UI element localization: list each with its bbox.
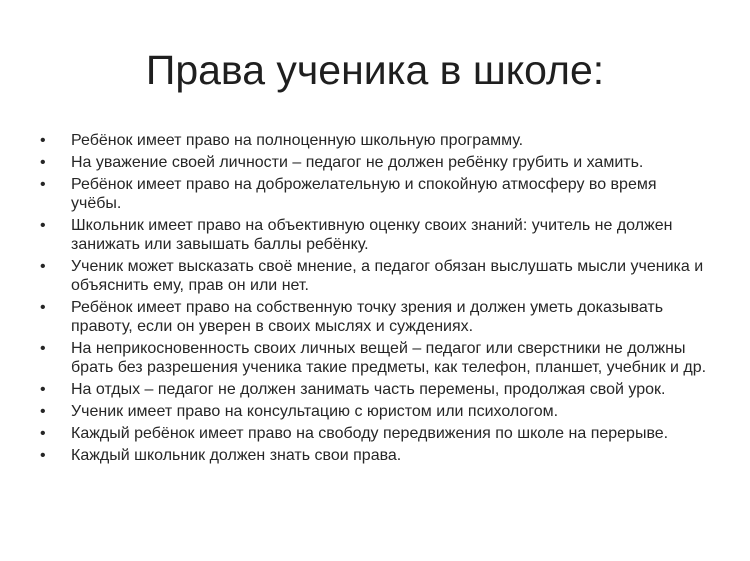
- list-item-text: Школьник имеет право на объективную оценку своих знаний: учитель не должен занижать или завышать баллы ребёнку.: [71, 217, 673, 253]
- list-item-text: Ребёнок имеет право на собственную точку зрения и должен уметь доказывать правоту, если он уверен в своих мыслях и суждениях.: [71, 299, 664, 335]
- list-item-text: Каждый школьник должен знать свои права.: [71, 447, 402, 464]
- list-item: [40, 175, 710, 213]
- list-item-text: Ребёнок имеет право на доброжелательную и спокойную атмосферу во время учёбы.: [71, 176, 657, 212]
- bullet-icon: •: [40, 447, 46, 464]
- bullet-icon: •: [40, 381, 46, 398]
- list-item-text: Ребёнок имеет право на полноценную школьную программу.: [71, 132, 524, 149]
- list-item-text: На отдых – педагог не должен занимать часть перемены, продолжая свой урок.: [71, 381, 666, 398]
- bullet-icon: •: [40, 403, 46, 420]
- list-item: [40, 216, 710, 254]
- list-item-text: Ученик имеет право на консультацию с юристом или психологом.: [71, 403, 559, 420]
- list-item: [40, 380, 710, 399]
- list-item-text: На неприкосновенность своих личных вещей – педагог или сверстники не должны брать без разрешения ученика такие предметы, как телефон, планшет, учебник и др.: [71, 340, 707, 376]
- list-item: [40, 257, 710, 295]
- bullet-icon: •: [40, 425, 46, 442]
- bullet-icon: •: [40, 299, 46, 316]
- rights-list: [40, 131, 710, 468]
- list-item: [40, 402, 710, 421]
- list-item: [40, 153, 710, 172]
- list-item-text: Ученик может высказать своё мнение, а педагог обязан выслушать мысли ученика и объяснить ему, прав он или нет.: [71, 258, 704, 294]
- list-item: [40, 424, 710, 443]
- bullet-icon: •: [40, 217, 46, 234]
- list-item: [40, 298, 710, 336]
- list-item-text: Каждый ребёнок имеет право на свободу передвижения по школе на перерыве.: [71, 425, 669, 442]
- bullet-icon: •: [40, 154, 46, 171]
- bullet-icon: •: [40, 258, 46, 275]
- bullet-icon: •: [40, 176, 46, 193]
- bullet-icon: •: [40, 340, 46, 357]
- list-item: [40, 446, 710, 465]
- list-item: [40, 339, 710, 377]
- bullet-icon: •: [40, 132, 46, 149]
- list-item: [40, 131, 710, 150]
- slide-title: Права ученика в школе:: [145, 47, 605, 93]
- list-item-text: На уважение своей личности – педагог не должен ребёнку грубить и хамить.: [71, 154, 644, 171]
